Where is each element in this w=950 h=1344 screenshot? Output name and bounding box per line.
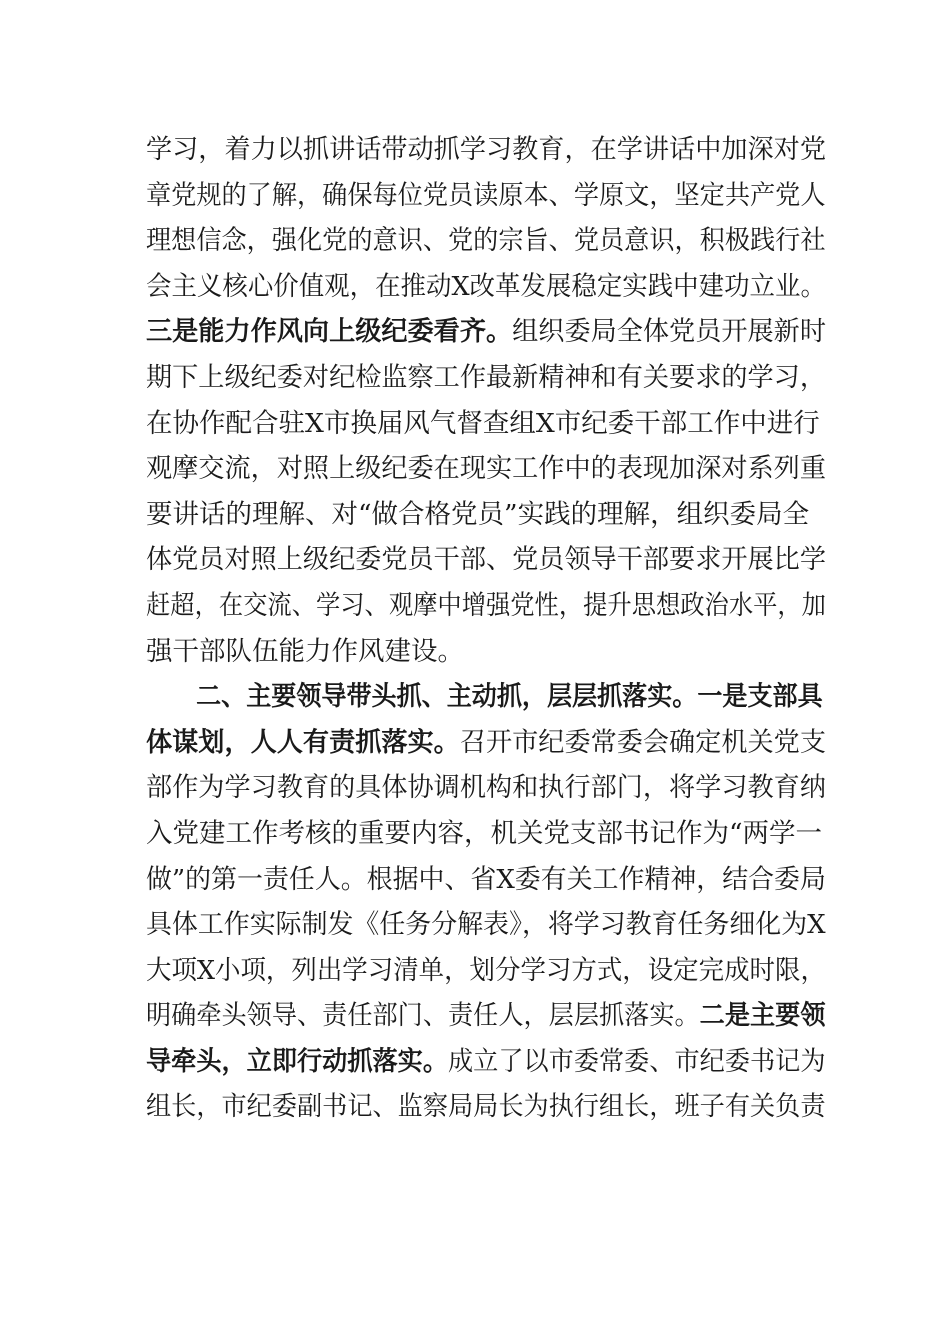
text-line (146, 948, 826, 994)
text-line (146, 264, 826, 310)
body-text: 理想信念，强化党的意识、党的宗旨、党员意识，积极践行社 (146, 225, 826, 257)
text-line (146, 401, 826, 447)
text-line (146, 993, 826, 1039)
bold-heading-text: 二是主要领 (699, 1000, 826, 1032)
body-text: 观摩交流，对照上级纪委在现实工作中的表现加深对系列重 (146, 453, 826, 485)
text-line (146, 1039, 826, 1085)
bold-heading-text: 体谋划，人人有责抓落实。 (146, 726, 460, 758)
text-line (146, 127, 826, 173)
text-line (146, 537, 826, 583)
body-text: 要讲话的理解、对“做合格党员”实践的理解，组织委局全 (146, 498, 810, 530)
document-body-text (146, 127, 826, 1130)
text-line (146, 857, 826, 903)
text-line (146, 720, 826, 766)
body-text: 做”的第一责任人。根据中、省X委有关工作精神，结合委局 (146, 863, 826, 895)
text-line (146, 492, 826, 538)
body-text: 会主义核心价值观，在推动X改革发展稳定实践中建功立业。 (146, 270, 826, 302)
text-line (146, 674, 823, 720)
text-line (146, 173, 826, 219)
body-text: 期下上级纪委对纪检监察工作最新精神和有关要求的学习， (146, 361, 826, 393)
body-text: 组织委局全体党员开展新时 (512, 316, 826, 348)
body-text: 成立了以市委常委、市纪委书记为 (448, 1045, 826, 1077)
body-text: 召开市纪委常委会确定机关党支 (459, 726, 826, 758)
text-line (146, 583, 826, 629)
body-text: 学习，着力以抓讲话带动抓学习教育，在学讲话中加深对党 (146, 134, 826, 165)
text-line (146, 629, 826, 675)
text-line (146, 355, 826, 401)
text-line (146, 446, 826, 492)
bold-heading-text: 三是能力作风向上级纪委看齐。 (146, 316, 513, 348)
body-text: 强干部队伍能力作风建设。 (146, 635, 464, 667)
body-text: 明确牵头领导、责任部门、责任人，层层抓落实。 (146, 1000, 700, 1032)
text-line (146, 309, 826, 355)
text-line (146, 218, 826, 264)
body-text: 章党规的了解，确保每位党员读原本、学原文，坚定共产党人 (146, 179, 826, 211)
body-text: 体党员对照上级纪委党员干部、党员领导干部要求开展比学 (146, 544, 826, 576)
body-text: 组长，市纪委副书记、监察局局长为执行组长，班子有关负责 (146, 1091, 826, 1123)
body-text: 入党建工作考核的重要内容，机关党支部书记作为“两学一 (146, 817, 823, 849)
text-line (146, 1084, 826, 1130)
body-text: 部作为学习教育的具体协调机构和执行部门，将学习教育纳 (146, 772, 826, 804)
body-text: 在协作配合驻X市换届风气督查组X市纪委干部工作中进行 (146, 407, 820, 439)
body-text: 赶超，在交流、学习、观摩中增强党性，提升思想政治水平，加 (146, 589, 826, 621)
body-text: 具体工作实际制发《任务分解表》，将学习教育任务细化为X (146, 909, 826, 941)
text-line (146, 811, 826, 857)
body-text: 大项X小项，列出学习清单，划分学习方式，设定完成时限， (146, 954, 826, 986)
bold-heading-text: 二、主要领导带头抓、主动抓，层层抓落实。一是支部具 (196, 681, 823, 713)
text-line (146, 765, 826, 811)
bold-heading-text: 导牵头，立即行动抓落实。 (146, 1045, 449, 1077)
text-line (146, 902, 826, 948)
